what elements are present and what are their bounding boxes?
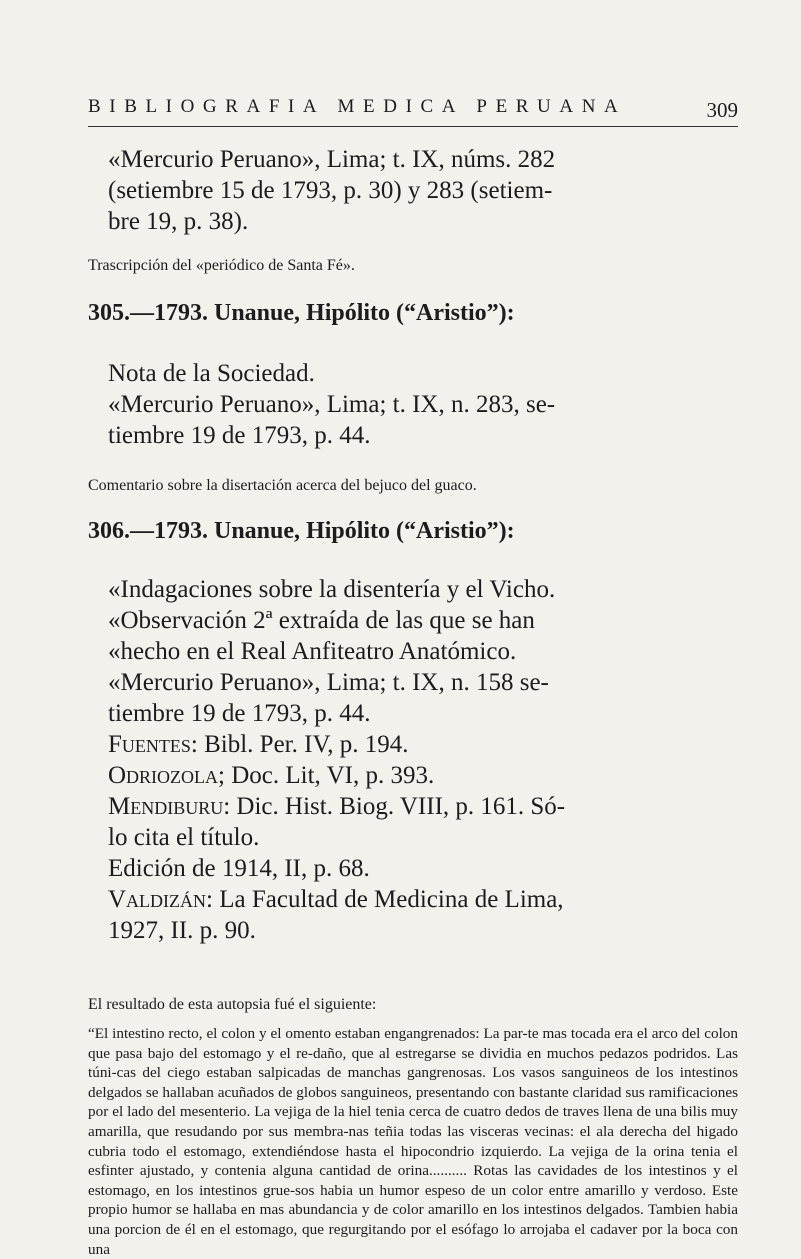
- source-text: : Dic. Hist. Biog. VIII, p. 161. Só-: [223, 793, 566, 820]
- running-head: [88, 96, 738, 126]
- source-author: Mendiburu: [108, 793, 224, 820]
- source-text: lo cita el título.: [108, 824, 260, 851]
- continuation-note: Trascripción del «periódico de Santa Fé».: [88, 257, 355, 274]
- source-line: [108, 915, 738, 946]
- source-text: Edición de 1914, II, p. 68.: [108, 855, 370, 882]
- source-author: Fuentes: [108, 731, 191, 758]
- citation-line: (setiembre 15 de 1793, p. 30) y 283 (setiem-: [108, 177, 553, 204]
- header-rule: [88, 126, 738, 127]
- source-line: [108, 729, 738, 760]
- source-line: [108, 791, 738, 822]
- entry-heading-305: [88, 300, 738, 327]
- entry-305-body: [108, 358, 738, 451]
- entry-line: «hecho en el Real Anfiteatro Anatómico.: [108, 638, 517, 665]
- source-author: Valdizán: [108, 886, 207, 913]
- entry-title: —1793. Unanue, Hipólito (“Aristio”):: [130, 518, 515, 544]
- source-line: [108, 822, 738, 853]
- entry-line: tiembre 19 de 1793, p. 44.: [108, 700, 371, 727]
- source-text: ; Doc. Lit, VI, p. 393.: [218, 762, 435, 789]
- continuation-citation: [108, 144, 738, 237]
- entry-line: tiembre 19 de 1793, p. 44.: [108, 422, 371, 449]
- entry-heading-306: [88, 518, 738, 545]
- entry-306-body: [108, 574, 738, 946]
- autopsy-quote: “El intestino recto, el colon y el omento estaban engangrenados: La par-te mas tocada era el arco del colon que pasa bajo del estomago y el re-daño, que al estregarse se dividia en muchos pedazos podridos. Las túni-cas del ciego estaban salpicadas de manchas gangrenosas. Los vasos sanguineos de los intestinos delgados se hallaban acuñados de globos sanguineos, presentando con bastante claridad sus ramificaciones por el lado del mesenterio. La vejiga de la hiel tenia cerca de cuatro dedos de traves llena de una bilis muy amarilla, que resudando por sus membra-nas teñia todas las visceras vecinas: el ala derecha del higado cubria todo el estomago, extendiéndose hasta el hipocondrio izquierdo. La vejiga de la orina tenia el esfinter ajustado, y contenia alguna cantidad de orina.......... Rotas las cavidades de los intestinos y el estomago, en los intestinos grue-sos habia un humor espeso de un color entre amarillo y verdoso. Este propio humor se hallaba en mas abundancia y de color amarillo en los intestinos delgados. Tambien habia una porcion de él en el estomago, que regurgitando por el esófago lo arrojaba el cadaver por la boca con una: [88, 1025, 738, 1258]
- source-line: [108, 884, 738, 915]
- entry-line: «Observación 2ª extraída de las que se han: [108, 607, 535, 634]
- running-title: BIBLIOGRAFIA MEDICA PERUANA: [88, 96, 627, 117]
- entry-line: «Mercurio Peruano», Lima; t. IX, n. 158 se-: [108, 669, 549, 696]
- entry-number: 305.: [88, 300, 130, 326]
- entry-line: «Indagaciones sobre la disentería y el Vicho.: [108, 576, 556, 603]
- page-number: 309: [706, 98, 738, 122]
- entry-line: Nota de la Sociedad.: [108, 360, 315, 387]
- entry-number: 306.: [88, 518, 130, 544]
- entry-305-note: Comentario sobre la disertación acerca del bejuco del guaco.: [88, 477, 477, 494]
- autopsy-lead: El resultado de esta autopsia fué el siguiente:: [88, 996, 377, 1013]
- source-text: : Bibl. Per. IV, p. 194.: [190, 731, 409, 758]
- source-text: 1927, II. p. 90.: [108, 917, 256, 944]
- source-text: : La Facultad de Medicina de Lima,: [206, 886, 564, 913]
- source-author: Odriozola: [108, 762, 219, 789]
- citation-line: «Mercurio Peruano», Lima; t. IX, núms. 282: [108, 146, 556, 173]
- citation-line: bre 19, p. 38).: [108, 208, 249, 235]
- entry-line: «Mercurio Peruano», Lima; t. IX, n. 283, se-: [108, 391, 556, 418]
- entry-title: —1793. Unanue, Hipólito (“Aristio”):: [130, 300, 515, 326]
- source-line: [108, 853, 738, 884]
- source-line: [108, 760, 738, 791]
